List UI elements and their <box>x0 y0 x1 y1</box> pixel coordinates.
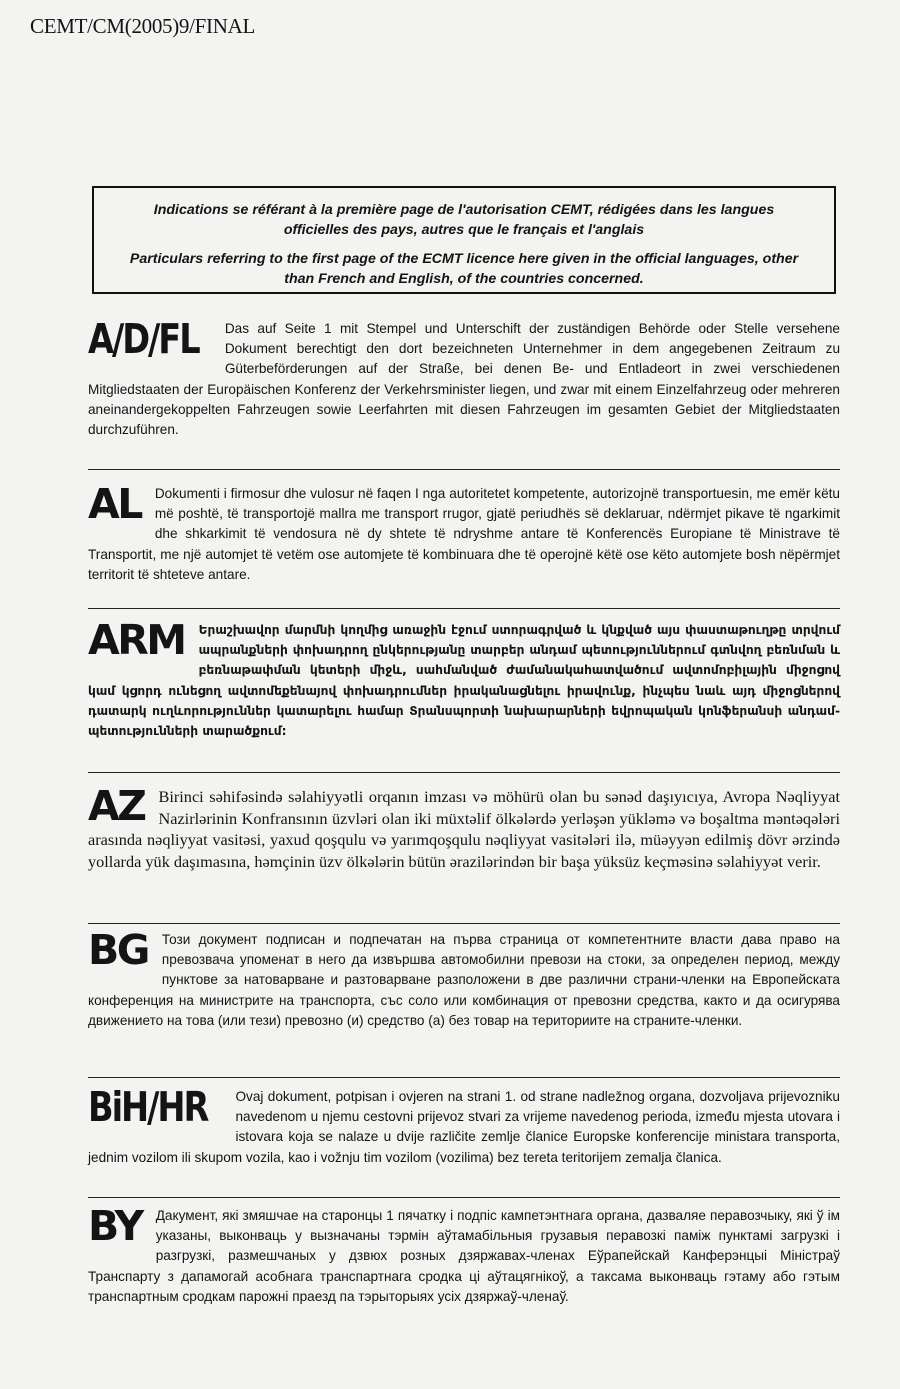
divider <box>88 923 840 924</box>
country-code: BG <box>88 926 148 974</box>
intro-french: Indications se référant à la première page de l'autorisation CEMT, rédigées dans les langues officielles des pays, autres que le français et l'anglais <box>153 202 775 238</box>
country-code: AZ <box>88 782 145 830</box>
country-code: ARM <box>88 616 185 664</box>
divider <box>88 1197 840 1198</box>
divider <box>88 1077 840 1078</box>
entry-by <box>88 1202 840 1307</box>
document-reference: CEMT/CM(2005)9/FINAL <box>30 14 256 38</box>
divider <box>88 772 840 773</box>
entry-a-d-fl <box>88 315 840 440</box>
divider <box>88 608 840 609</box>
entry-bih-hr <box>88 1083 840 1168</box>
divider <box>88 469 840 470</box>
entry-text: Ovaj dokument, potpisan i ovjeren na strani 1. od strane nadležnog organa, dozvoljava prijevozniku navedenom u njemu cestovni prijevoz stvari za vrijeme navedenog perioda, između mjesta utovara i istovara koja se nalaze u dvije različite zemlje članice Europske konferencije ministara transporta, jednim vozilom ili skupom vozila, kao i vožnju tim vozilom (vozilima) bez tereta teritorijem zemalja članica. <box>88 1089 840 1165</box>
entry-text: Този документ подписан и подпечатан на първа страница от компетентните власти дава право на превозвача упоменат в него да извършва автомобилни превози на стоки, за определен период, между пунктове за натоварване и разтоварване разположени в две различни страни-членки на Европейската конференция на министрите на транспорта, със соло или комбинация от превозни средства, както и да осигурява движението на това (или тези) превозно (и) средство (а) без товар на териториите на страните-членки. <box>88 932 840 1028</box>
entry-az <box>88 782 840 872</box>
entry-text: Birinci səhifəsində səlahiyyətli orqanın imzası və möhürü olan bu sənəd daşıyıcıya, Avropa Nəqliyyat Nazirlərinin Konfransının üzvləri olan iki müxtəlif ölkələrdə yerləşən yükləmə və boşaltma məntəqələri arasında nəqliyyat vasitəsi, yaxud qoşqulu və yarımqoşqulu nəqliyyat vasitələri ilə, müəyyən edilmiş dövr ərzində yollarda yük daşımasına, həmçinin üzv ölkələrin bütün ərazilərindən bir başa yüksüz keçməsinə səlahiyyət verir. <box>88 787 840 871</box>
country-code: BY <box>88 1202 142 1250</box>
country-code: A/D/FL <box>88 315 199 363</box>
country-code: AL <box>88 480 141 528</box>
entry-text: Dokumenti i firmosur dhe vulosur në faqen I nga autoritetet kompetente, autorizojnë transportuesin, me emër këtu më poshtë, të transportojë mallra me transport rrugor, gjatë periudhës së deklaruar, ndërmjet pikave të ngarkimit dhe shkarkimit të vendosura në dy shtete të ndryshme antare të Konferencës Europiane të Ministrave të Transportit, me një automjet të vetëm ose automjete të kombinuara dhe të operojnë këtë ose këto automjete bosh nëpërmjet territorit të shteteve antare. <box>88 486 840 582</box>
entry-arm <box>88 616 840 741</box>
entry-text: Das auf Seite 1 mit Stempel und Unterschift der zuständigen Behörde oder Stelle versehene Dokument berechtigt den dort bezeichneten Unternehmer in dem angegebenen Zeitraum zu Güterbeförderungen auf der Straße, bei denen Be- und Entladeort in zwei verschiedenen Mitgliedstaaten der Europäischen Konferenz der Verkehrsminister liegen, und zwar mit einem Einzelfahrzeug oder mehreren aneinandergekoppelten Fahrzeugen sowie Leerfahrten mit diesen Fahrzeugen im gesamten Gebiet der Mitgliedstaaten durchzuführen. <box>88 321 840 438</box>
intro-box <box>92 186 836 294</box>
country-code: BiH/HR <box>88 1083 208 1131</box>
entry-bg <box>88 926 840 1031</box>
entry-text: Երաշխավոր մարմնի կողմից առաջին էջում ստորագրված և կնքված այս փաստաթուղթը տրվում ապրանքների փոխադրող ընկերությանը տարբեր անդամ պետություններում գտնվող բեռնման և բեռնաթափման կետերի միջև, սահմանված ժամանակահատվածում ավտոմոբիլային միջոցով կամ կցորդ ունեցող ավտոմեքենայով փոխադրումներ իրականացնելու իրավունք, ինչպես նաև այդ միջոցներով դատարկ ուղևորություններ կատարելու համար Տրանսպորտի նախարարների եվրոպական կոնֆերանսի անդամ-պետությունների տարածքում: <box>88 623 840 739</box>
entry-al <box>88 480 840 585</box>
entry-text: Дакумент, які змяшчае на старонцы 1 пячатку і подпіс кампетэнтнага органа, дазваляе перавозчыку, які ў ім указаны, выконваць у вызначаны тэрмін аўтамабільныя грузавыя перавозкі паміж пунктамі загрузкі і разгрузкі, размешчаных у дзвюх розных дзяржавах-членах Еўрапейскай Канферэнцыі Міністраў Транспарту з дапамогай асобнага транспартнага сродка ці аўтацягнікоў, а таксама выконваць гэтаму або гэтым транспартным сродкам парожні праезд па тэрыторыях усіх дзяржаў-членаў. <box>88 1208 840 1304</box>
intro-english: Particulars referring to the first page of the ECMT licence here given in the official languages, other than French and English, of the countries concerned. <box>129 251 799 287</box>
